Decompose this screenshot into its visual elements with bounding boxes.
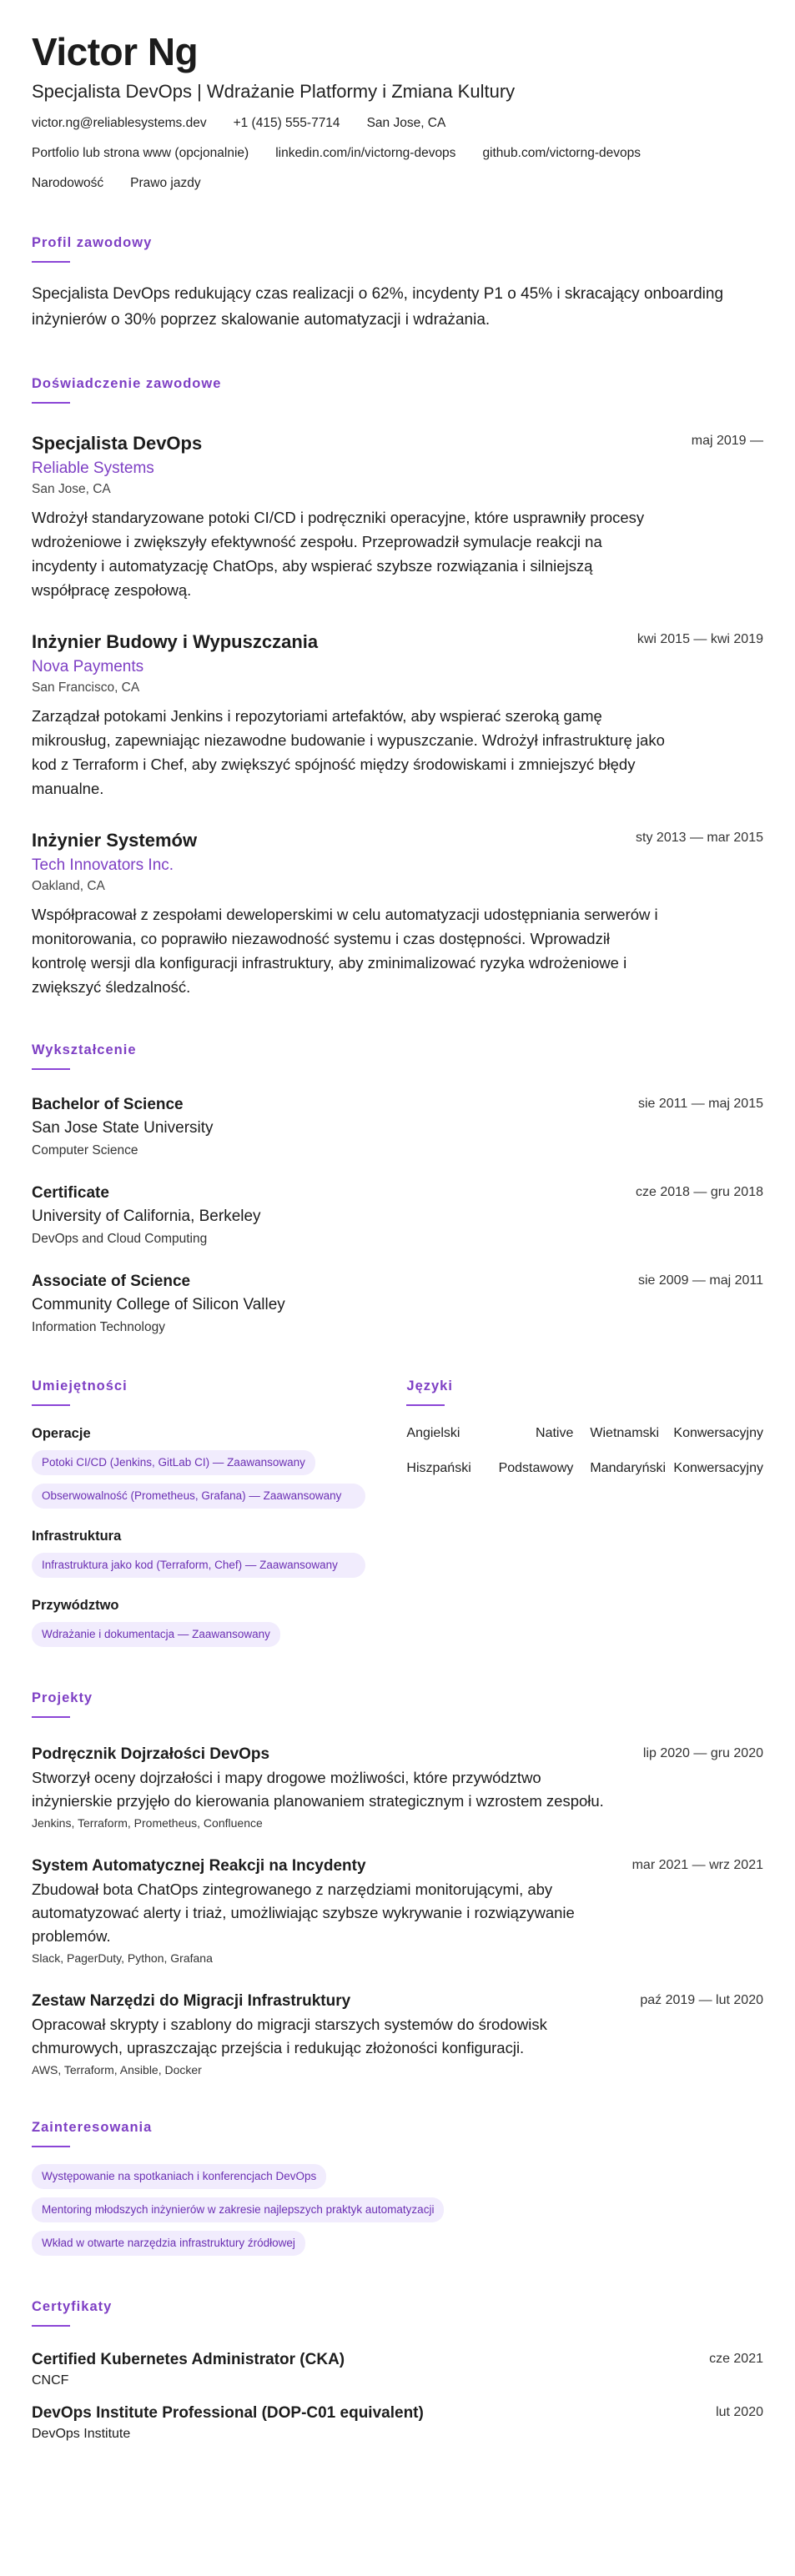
skill-tag: Obserwowalność (Prometheus, Grafana) — Zaawansowany xyxy=(32,1484,365,1509)
certification-issuer: DevOps Institute xyxy=(32,2427,131,2441)
job-entry xyxy=(32,630,763,801)
job-entry xyxy=(32,432,763,602)
language-name: Wietnamski xyxy=(590,1426,660,1440)
project-entry xyxy=(32,1745,763,1830)
location: San Jose, CA xyxy=(366,116,446,130)
job-description: Wdrożył standaryzowane potoki CI/CD i podręczniki operacyjne, które usprawniły procesy wdrożeniowe i zwiększyły efektywność zespołu. Przeprowadził symulacje reakcji na incydenty i automatyzację ChatOps, aby wspierać szybsze rozwiązania i silniejszą współpracę zespołową. xyxy=(32,509,645,599)
degree: Associate of Science xyxy=(32,1273,191,1290)
language-level: Konwersacyjny xyxy=(673,1426,763,1440)
skill-group xyxy=(32,1529,375,1578)
skills-section xyxy=(32,1378,375,1647)
skill-tag: Infrastruktura jako kod (Terraform, Chef) — Zaawansowany xyxy=(32,1553,365,1578)
project-date: lip 2020 — gru 2020 xyxy=(642,1746,763,1760)
projects-section xyxy=(32,1690,763,2076)
project-tech: Jenkins, Terraform, Prometheus, Confluence xyxy=(32,1816,263,1830)
email-link[interactable]: victor.ng@reliablesystems.dev xyxy=(32,116,207,130)
language-name: Angielski xyxy=(406,1426,460,1440)
certification-entry xyxy=(32,2403,763,2442)
certification-date: lut 2020 xyxy=(716,2405,763,2419)
certification-name: Certified Kubernetes Administrator (CKA) xyxy=(32,2351,345,2368)
section-title: Umiejętności xyxy=(32,1378,128,1393)
job-date: kwi 2015 — kwi 2019 xyxy=(637,632,763,646)
section-title: Profil zawodowy xyxy=(32,235,153,250)
language-name: Hiszpański xyxy=(406,1461,471,1475)
skill-group-title: Przywództwo xyxy=(32,1598,119,1613)
contact-row-2 xyxy=(32,145,763,162)
degree: Certificate xyxy=(32,1184,109,1202)
certification-name: DevOps Institute Professional (DOP-C01 equivalent) xyxy=(32,2404,424,2422)
education-entry xyxy=(32,1095,763,1158)
education-date: cze 2018 — gru 2018 xyxy=(636,1185,763,1199)
education-entry xyxy=(32,1272,763,1335)
field-of-study: Information Technology xyxy=(32,1320,165,1334)
languages-section xyxy=(406,1378,763,1647)
section-divider xyxy=(32,1716,70,1718)
certification-issuer: CNCF xyxy=(32,2373,69,2388)
interest-tag: Mentoring młodszych inżynierów w zakresie najlepszych praktyk automatyzacji xyxy=(32,2197,444,2222)
portfolio-link[interactable]: Portfolio lub strona www (opcjonalnie) xyxy=(32,146,249,160)
headline: Specjalista DevOps | Wdrażanie Platformy i Zmiana Kultury xyxy=(32,81,516,102)
interest-list xyxy=(32,2164,763,2256)
summary-section xyxy=(32,235,763,333)
certification-entry xyxy=(32,2350,763,2388)
certification-date: cze 2021 xyxy=(709,2352,763,2366)
summary-text: Specjalista DevOps redukujący czas realizacji o 62%, incydenty P1 o 45% i skracający onboarding inżynierów o 30% poprzez skalowanie automatyzacji i wdrażania. xyxy=(32,285,724,329)
job-description: Zarządzał potokami Jenkins i repozytoriami artefaktów, aby wspierać szeroką gamę mikrousług, zapewniając niezawodne budowanie i wypuszczanie. Wdrożył infrastrukturę jako kod z Terraform i Chef, aby zwiększyć spójność między środowiskami i zmniejszyć błędy manualne. xyxy=(32,707,665,797)
contact-row-1 xyxy=(32,115,763,132)
project-description: Zbudował bota ChatOps zintegrowanego z narzędziami monitorującymi, aby automatyzować alerty i triaż, umożliwiając szybsze wykrywanie i rozwiązywanie problemów. xyxy=(32,1881,575,1945)
job-title: Inżynier Budowy i Wypuszczania xyxy=(32,631,319,652)
skill-group-title: Operacje xyxy=(32,1426,91,1441)
job-company: Tech Innovators Inc. xyxy=(32,856,174,874)
section-title: Projekty xyxy=(32,1690,93,1705)
driving-license: Prawo jazdy xyxy=(130,176,201,190)
section-divider xyxy=(406,1404,445,1406)
github-link[interactable]: github.com/victorng-devops xyxy=(482,146,641,160)
project-tech: AWS, Terraform, Ansible, Docker xyxy=(32,2063,202,2076)
project-entry xyxy=(32,1991,763,2076)
section-divider xyxy=(32,402,70,404)
candidate-name: Victor Ng xyxy=(32,30,199,73)
project-date: mar 2021 — wrz 2021 xyxy=(631,1858,763,1872)
project-date: paź 2019 — lut 2020 xyxy=(640,1993,763,2007)
language-name: Mandaryński xyxy=(590,1461,667,1475)
language-level: Podstawowy xyxy=(498,1461,574,1475)
project-entry xyxy=(32,1856,763,1965)
section-divider xyxy=(32,1068,70,1070)
language-level: Native xyxy=(536,1426,574,1440)
job-location: San Francisco, CA xyxy=(32,680,140,695)
section-title: Zainteresowania xyxy=(32,2120,153,2135)
skill-tag: Potoki CI/CD (Jenkins, GitLab CI) — Zaawansowany xyxy=(32,1450,315,1475)
project-tech: Slack, PagerDuty, Python, Grafana xyxy=(32,1951,213,1965)
education-date: sie 2009 — maj 2011 xyxy=(637,1273,763,1288)
job-date: maj 2019 — xyxy=(691,434,763,448)
project-description: Stworzył oceny dojrzałości i mapy drogowe możliwości, które przywództwo inżynierskie przyjęło do kierowania planowaniem strategicznym i wzrostem zespołu. xyxy=(32,1769,604,1810)
section-divider xyxy=(32,2325,70,2327)
school: University of California, Berkeley xyxy=(32,1208,261,1225)
job-company: Reliable Systems xyxy=(32,459,154,477)
language-row xyxy=(406,1461,763,1476)
project-title: System Automatycznej Reakcji na Incydenty xyxy=(32,1857,366,1875)
field-of-study: Computer Science xyxy=(32,1143,138,1157)
job-description: Współpracował z zespołami deweloperskimi w celu automatyzacji udostępniania serwerów i monitorowania, co poprawiło niezawodność systemu i czas dostępności. Wprowadził kontrolę wersji dla konfiguracji infrastruktury, aby zminimalizować ryzyka wdrożeniowe i zwiększyć śledzalność. xyxy=(32,906,658,996)
linkedin-link[interactable]: linkedin.com/in/victorng-devops xyxy=(275,146,456,160)
section-divider xyxy=(32,261,70,263)
language-level: Konwersacyjny xyxy=(673,1461,763,1475)
project-title: Zestaw Narzędzi do Migracji Infrastruktury xyxy=(32,1992,351,2010)
education-section xyxy=(32,1042,763,1335)
project-description: Opracował skrypty i szablony do migracji starszych systemów do środowisk chmurowych, upraszczając przejścia i redukując złożoności konfiguracji. xyxy=(32,2016,547,2056)
section-title: Doświadczenie zawodowe xyxy=(32,376,222,391)
school: San Jose State University xyxy=(32,1119,214,1137)
job-company: Nova Payments xyxy=(32,658,144,675)
contact-row-3 xyxy=(32,175,763,192)
phone-number[interactable]: +1 (415) 555-7714 xyxy=(233,116,340,130)
section-title: Wykształcenie xyxy=(32,1042,137,1057)
section-title: Certyfikaty xyxy=(32,2299,113,2314)
skill-group xyxy=(32,1426,375,1509)
project-title: Podręcznik Dojrzałości DevOps xyxy=(32,1745,270,1763)
interest-tag: Występowanie na spotkaniach i konferencjach DevOps xyxy=(32,2164,326,2189)
skill-tag: Wdrażanie i dokumentacja — Zaawansowany xyxy=(32,1622,280,1647)
job-title: Specjalista DevOps xyxy=(32,433,203,454)
language-row xyxy=(406,1426,763,1441)
skills-languages-row xyxy=(32,1378,763,1647)
job-title: Inżynier Systemów xyxy=(32,830,198,851)
nationality: Narodowość xyxy=(32,176,104,190)
interests-section xyxy=(32,2120,763,2256)
experience-section xyxy=(32,376,763,999)
school: Community College of Silicon Valley xyxy=(32,1296,285,1313)
interest-tag: Wkład w otwarte narzędzia infrastruktury źródłowej xyxy=(32,2231,305,2256)
job-entry xyxy=(32,829,763,999)
field-of-study: DevOps and Cloud Computing xyxy=(32,1232,208,1246)
job-date: sty 2013 — mar 2015 xyxy=(636,831,763,845)
certifications-section xyxy=(32,2299,763,2442)
section-title: Języki xyxy=(406,1378,453,1393)
education-entry xyxy=(32,1183,763,1247)
skill-group-title: Infrastruktura xyxy=(32,1529,122,1544)
section-divider xyxy=(32,1404,70,1406)
skill-group xyxy=(32,1598,375,1647)
job-location: Oakland, CA xyxy=(32,879,105,893)
job-location: San Jose, CA xyxy=(32,482,111,496)
education-date: sie 2011 — maj 2015 xyxy=(637,1097,763,1111)
section-divider xyxy=(32,2146,70,2147)
degree: Bachelor of Science xyxy=(32,1096,184,1113)
